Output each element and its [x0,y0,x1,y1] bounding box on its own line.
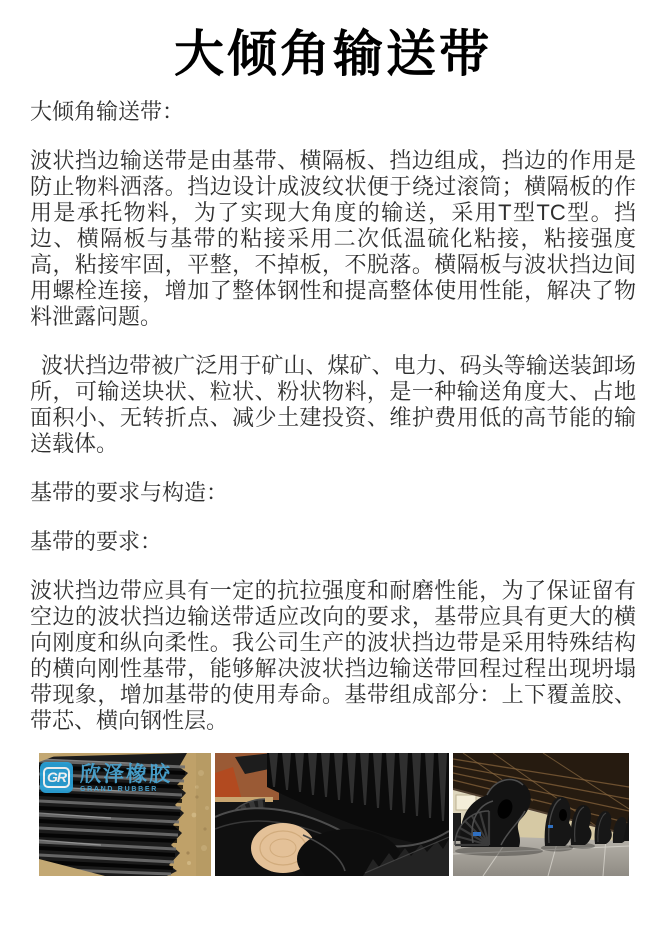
paragraph-base-belt: 波状挡边带应具有一定的抗拉强度和耐磨性能，为了保证留有空边的波状挡边输送带适应改向的要求，基带应具有更大的横向刚度和纵向柔性。我公司生产的波状挡边带是采用特殊结构的横向刚性基带，能够解决波状挡边输送带回程过程出现坍塌带现象，增加基带的使用寿命。基带组成部分：上下覆盖胶、带芯、横向钢性层。 [30,578,636,733]
heading-base-belt-structure: 基带的要求与构造： [30,480,229,505]
photo-coiled-belt [215,753,449,876]
brand-watermark [40,762,172,794]
brand-name-cn: 欣泽橡胶 [80,763,172,786]
brand-name-en: GRAND RUBBER [80,786,158,793]
article-body [30,99,636,734]
brand-logo-icon [40,762,73,793]
paragraph-composition: 波状挡边输送带是由基带、横隔板、挡边组成，挡边的作用是防止物料洒落。挡边设计成波纹状便于绕过滚筒；横隔板的作用是承托物料，为了实现大角度的输送，采用T型TC型。挡边、横隔板与基带的粘接采用二次低温硫化粘接，粘接强度高，粘接牢固，平整，不掉板，不脱落。横隔板与波状挡边间用螺栓连接，增加了整体钢性和提高整体使用性能，解决了物料泄露问题。 [30,148,636,329]
warehouse-image [453,753,629,876]
brand-wordmark [80,762,172,794]
product-image-row [39,753,629,876]
photo-warehouse-stock [453,753,629,876]
heading-base-belt-requirements: 基带的要求： [30,529,163,554]
intro-label: 大倾角输送带： [30,99,185,124]
paragraph-applications: 波状挡边带被广泛用于矿山、煤矿、电力、码头等输送装卸场所，可输送块状、粒状、粉状物料，是一种输送角度大、占地面积小、无转折点、减少土建投资、维护费用低的高节能的输送载体。 [30,353,636,456]
coiled-belt-image [215,753,449,876]
page-title: 大倾角输送带 [174,26,492,82]
photo-sidewall-closeup [39,753,211,876]
brand-monogram: GR [43,767,70,788]
